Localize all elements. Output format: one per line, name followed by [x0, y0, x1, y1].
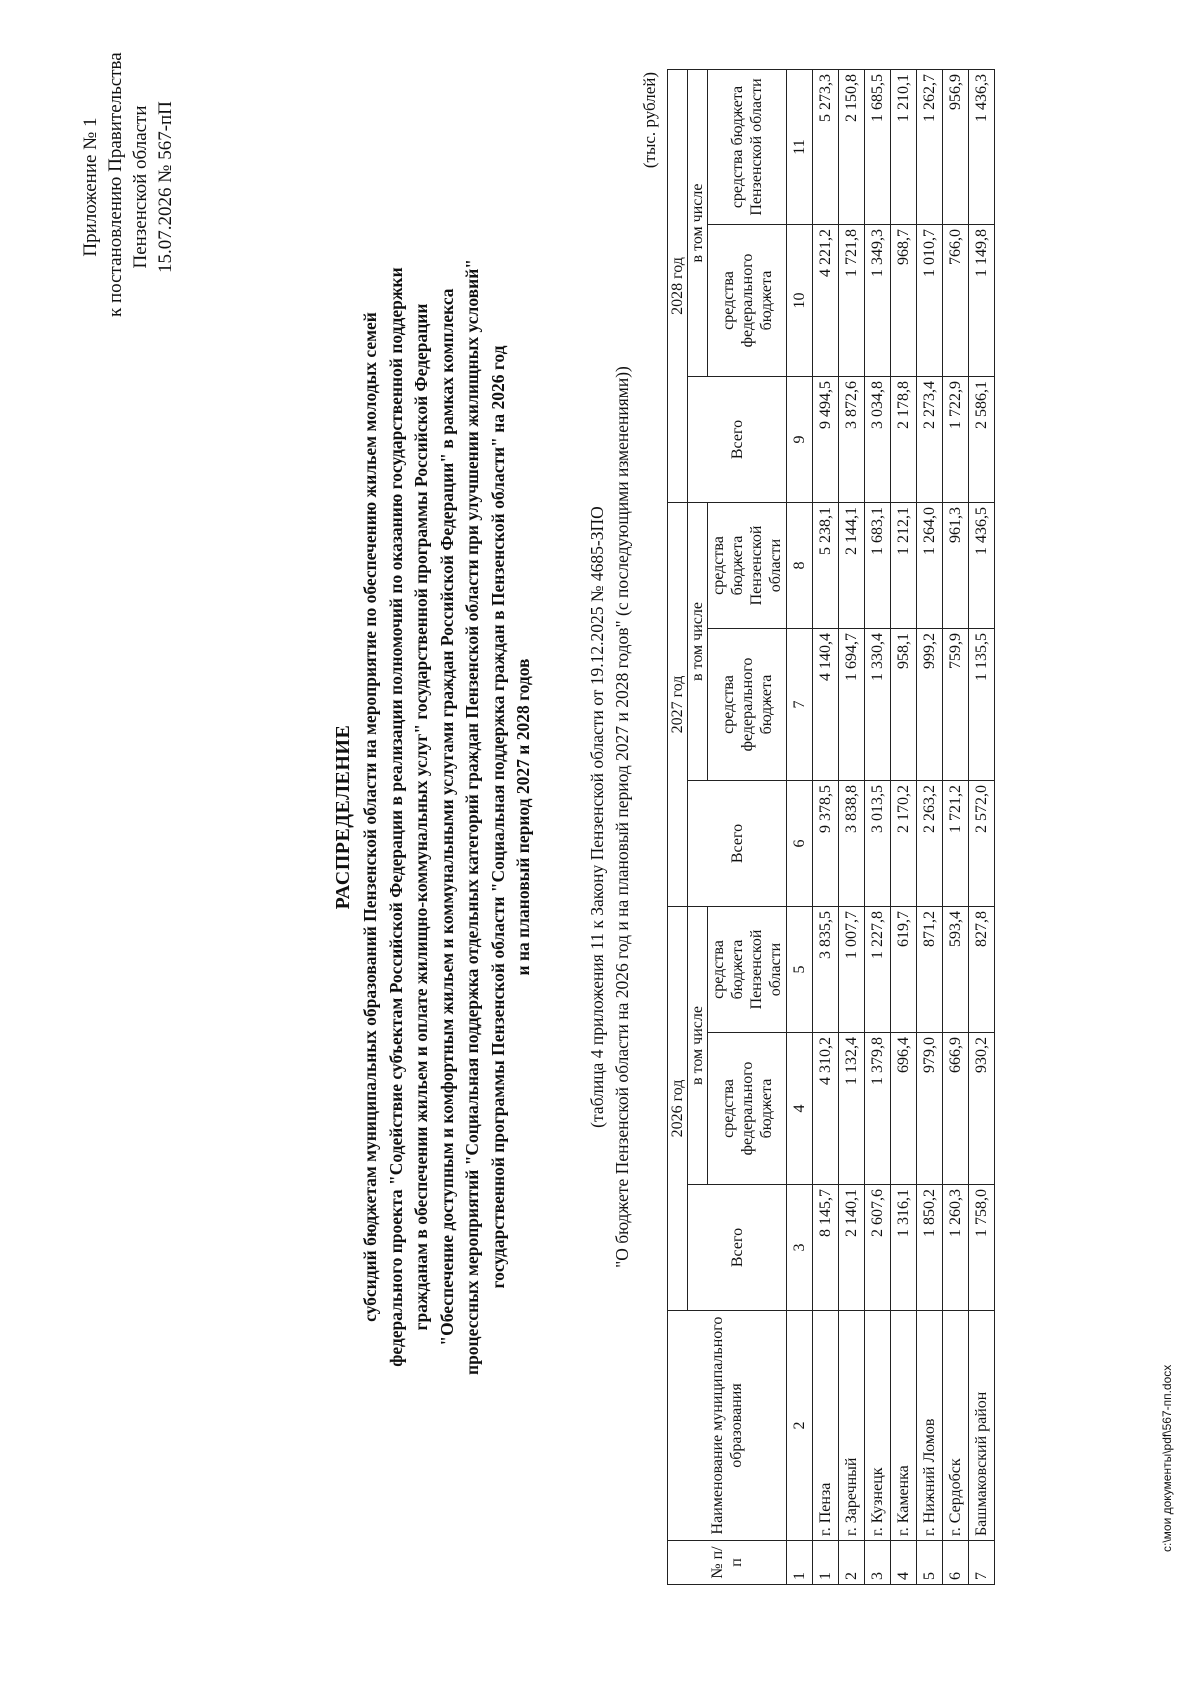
amount-cell: 1 721,8	[839, 225, 865, 377]
header-total: Всего	[688, 377, 787, 503]
row-number-cell: 7	[969, 1541, 995, 1585]
header-name: Наименование муниципального образования	[668, 1311, 787, 1541]
amount-cell: 979,0	[917, 1033, 943, 1185]
amount-cell: 9 378,5	[813, 781, 839, 907]
table-row	[813, 70, 839, 1585]
amount-cell: 759,9	[943, 629, 969, 781]
row-number-cell: 6	[943, 1541, 969, 1585]
amount-cell: 958,1	[891, 629, 917, 781]
amount-cell: 2 586,1	[969, 377, 995, 503]
header-including: в том числе	[688, 503, 708, 781]
header-federal: средства федерального бюджета	[708, 629, 787, 781]
column-number: 5	[787, 907, 813, 1033]
table-row	[891, 70, 917, 1585]
amount-cell: 3 835,5	[813, 907, 839, 1033]
header-total: Всего	[688, 781, 787, 907]
amount-cell: 1 850,2	[917, 1185, 943, 1311]
subsidy-table	[667, 69, 995, 1585]
amount-cell: 1 227,8	[865, 907, 891, 1033]
description-line: процессных мероприятий "Социальная поддержка отдельных категорий граждан Пензенской области при улучшении жилищных условий"	[462, 258, 482, 1376]
row-number-cell: 3	[865, 1541, 891, 1585]
column-number: 10	[787, 225, 813, 377]
amount-cell: 1 210,1	[891, 70, 917, 225]
source-line: (таблица 4 приложения 11 к Закону Пензенской области от 19.12.2025 № 4685-ЗПО	[587, 506, 607, 1128]
appendix-line: Пензенской области	[130, 105, 151, 269]
municipality-name-cell: г. Сердобск	[943, 1311, 969, 1541]
amount-cell: 766,0	[943, 225, 969, 377]
appendix-line: Приложение № 1	[80, 117, 101, 257]
amount-cell: 2 178,8	[891, 377, 917, 503]
appendix-line: 15.07.2026 № 567-пП	[155, 101, 176, 273]
row-number-cell: 1	[813, 1541, 839, 1585]
amount-cell: 4 140,4	[813, 629, 839, 781]
table-row	[865, 70, 891, 1585]
column-number-row	[787, 70, 813, 1585]
description-line: субсидий бюджетам муниципальных образований Пензенской области на мероприятие по обеспечению жильем молодых семей	[360, 312, 380, 1322]
amount-cell: 1 010,7	[917, 225, 943, 377]
column-number: 6	[787, 781, 813, 907]
column-number: 3	[787, 1185, 813, 1311]
amount-cell: 871,2	[917, 907, 943, 1033]
amount-cell: 8 145,7	[813, 1185, 839, 1311]
file-path-footer: c:\мои документы\pdf\567-пп.docx	[1160, 1364, 1174, 1552]
column-number: 11	[787, 70, 813, 225]
amount-cell: 593,4	[943, 907, 969, 1033]
header-total: Всего	[688, 1185, 787, 1311]
document-title: РАСПРЕДЕЛЕНИЕ	[332, 724, 354, 910]
header-row-years	[668, 70, 688, 1585]
amount-cell: 9 494,5	[813, 377, 839, 503]
amount-cell: 1 316,1	[891, 1185, 917, 1311]
document-description	[358, 107, 537, 1527]
amount-cell: 968,7	[891, 225, 917, 377]
amount-cell: 1 436,3	[969, 70, 995, 225]
units-label: (тыс. рублей)	[640, 72, 659, 169]
table-row	[969, 70, 995, 1585]
amount-cell: 1 132,4	[839, 1033, 865, 1185]
amount-cell: 4 221,2	[813, 225, 839, 377]
municipality-name-cell: г. Нижний Ломов	[917, 1311, 943, 1541]
amount-cell: 930,2	[969, 1033, 995, 1185]
header-including: в том числе	[688, 907, 708, 1185]
amount-cell: 2 607,6	[865, 1185, 891, 1311]
amount-cell: 3 013,5	[865, 781, 891, 907]
amount-cell: 1 212,1	[891, 503, 917, 629]
amount-cell: 2 170,2	[891, 781, 917, 907]
header-regional: средства бюджета Пензенской области	[708, 503, 787, 629]
amount-cell: 4 310,2	[813, 1033, 839, 1185]
table-row	[917, 70, 943, 1585]
header-regional: средства бюджета Пензенской области	[708, 907, 787, 1033]
amount-cell: 2 144,1	[839, 503, 865, 629]
amount-cell: 2 263,2	[917, 781, 943, 907]
amount-cell: 2 140,1	[839, 1185, 865, 1311]
amount-cell: 1 349,3	[865, 225, 891, 377]
header-federal: средства федерального бюджета	[708, 1033, 787, 1185]
amount-cell: 2 273,4	[917, 377, 943, 503]
amount-cell: 961,3	[943, 503, 969, 629]
header-federal: средства федерального бюджета	[708, 225, 787, 377]
amount-cell: 1 330,4	[865, 629, 891, 781]
amount-cell: 956,9	[943, 70, 969, 225]
row-number-cell: 2	[839, 1541, 865, 1585]
description-line: гражданам в обеспечении жильем и оплате жилищно-коммунальных услуг" государственной программы Российской Федерации	[411, 303, 431, 1331]
amount-cell: 3 034,8	[865, 377, 891, 503]
table-row	[839, 70, 865, 1585]
source-line: "О бюджете Пензенской области на 2026 год и на плановый период 2027 и 2028 годов" (с последующими изменениями))	[612, 366, 632, 1268]
amount-cell: 1 436,5	[969, 503, 995, 629]
header-year-2028: 2028 год	[668, 70, 688, 503]
amount-cell: 1 149,8	[969, 225, 995, 377]
amount-cell: 1 262,7	[917, 70, 943, 225]
amount-cell: 827,8	[969, 907, 995, 1033]
amount-cell: 696,4	[891, 1033, 917, 1185]
municipality-name-cell: г. Кузнецк	[865, 1311, 891, 1541]
amount-cell: 2 150,8	[839, 70, 865, 225]
amount-cell: 1 758,0	[969, 1185, 995, 1311]
header-year-2026: 2026 год	[668, 907, 688, 1311]
description-line: и на плановый период 2027 и 2028 годов	[513, 658, 533, 976]
municipality-name-cell: Башмаковский район	[969, 1311, 995, 1541]
header-regional: средства бюджета Пензенской области	[708, 70, 787, 225]
amount-cell: 5 238,1	[813, 503, 839, 629]
amount-cell: 1 721,2	[943, 781, 969, 907]
table-row	[943, 70, 969, 1585]
amount-cell: 1 722,9	[943, 377, 969, 503]
description-line: федерального проекта "Содействие субъектам Российской Федерации в реализации полномочий по оказанию государственной поддержки	[385, 267, 406, 1367]
amount-cell: 3 838,8	[839, 781, 865, 907]
column-number: 8	[787, 503, 813, 629]
municipality-name-cell: г. Каменка	[891, 1311, 917, 1541]
column-number: 4	[787, 1033, 813, 1185]
amount-cell: 1 007,7	[839, 907, 865, 1033]
column-number: 7	[787, 629, 813, 781]
municipality-name-cell: г. Пенза	[813, 1311, 839, 1541]
amount-cell: 1 135,5	[969, 629, 995, 781]
amount-cell: 1 683,1	[865, 503, 891, 629]
title-block	[330, 107, 537, 1527]
header-num: № п/п	[668, 1541, 787, 1585]
amount-cell: 5 273,3	[813, 70, 839, 225]
municipality-name-cell: г. Заречный	[839, 1311, 865, 1541]
column-number: 2	[787, 1311, 813, 1541]
row-number-cell: 4	[891, 1541, 917, 1585]
amount-cell: 666,9	[943, 1033, 969, 1185]
amount-cell: 1 694,7	[839, 629, 865, 781]
source-reference	[585, 107, 635, 1527]
column-number: 9	[787, 377, 813, 503]
amount-cell: 3 872,6	[839, 377, 865, 503]
appendix-header	[78, 52, 178, 317]
column-number: 1	[787, 1541, 813, 1585]
row-number-cell: 5	[917, 1541, 943, 1585]
header-including: в том числе	[688, 70, 708, 377]
amount-cell: 1 685,5	[865, 70, 891, 225]
table-body	[787, 70, 995, 1585]
appendix-line: к постановлению Правительства	[105, 52, 126, 317]
description-line: государственной программы Пензенской области "Социальная поддержка граждан в Пензенской области" на 2026 год	[487, 345, 508, 1289]
description-line: "Обеспечение доступным и комфортным жильем и коммунальными услугами граждан Российской Федерации" в рамках комплекса	[436, 288, 457, 1346]
amount-cell: 999,2	[917, 629, 943, 781]
amount-cell: 1 264,0	[917, 503, 943, 629]
amount-cell: 1 379,8	[865, 1033, 891, 1185]
amount-cell: 2 572,0	[969, 781, 995, 907]
amount-cell: 619,7	[891, 907, 917, 1033]
header-year-2027: 2027 год	[668, 503, 688, 907]
amount-cell: 1 260,3	[943, 1185, 969, 1311]
